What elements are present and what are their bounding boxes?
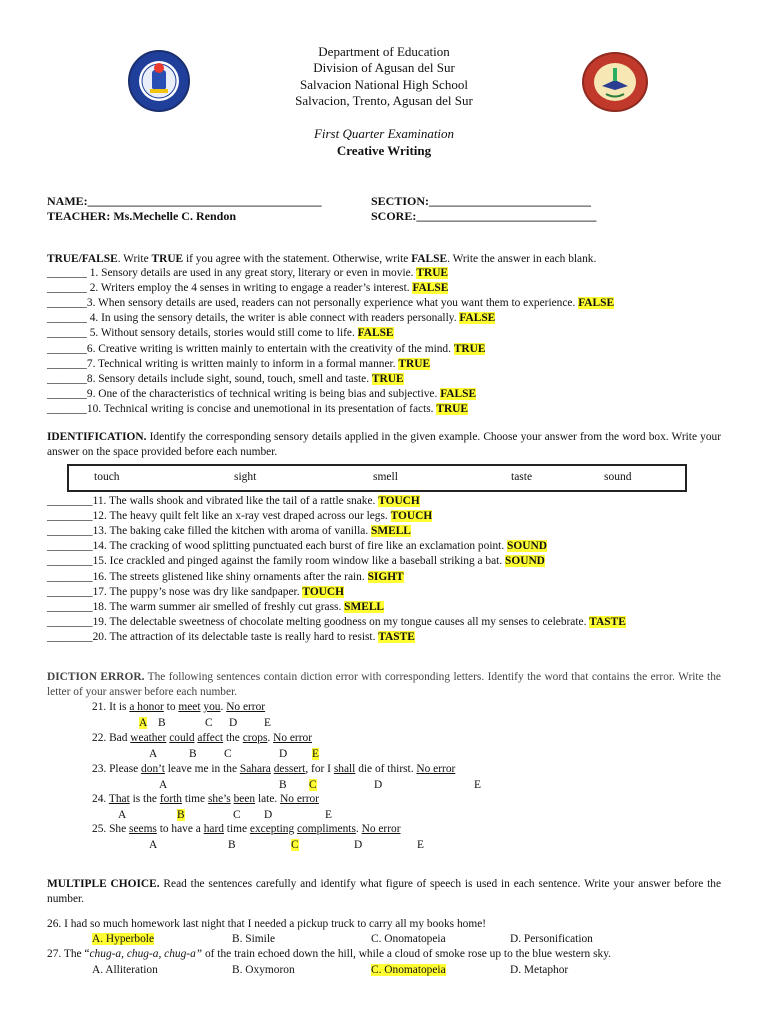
item-text: 15. Ice crackled and pinged against the family room window like a baseball striking a bat.	[92, 555, 506, 568]
q26-option-c: C. Onomatopeia	[371, 933, 446, 945]
answer-key: FALSE	[459, 312, 496, 325]
tf-instructions	[47, 253, 596, 265]
tf-item	[47, 326, 727, 341]
tf-instr-text: . Write	[117, 253, 152, 265]
answer-blank[interactable]: _______	[47, 297, 87, 310]
answer-blank[interactable]: ________	[47, 615, 93, 628]
q25-letter-c: C	[291, 839, 299, 851]
word-box-item: smell	[373, 471, 398, 483]
ident-item	[47, 524, 727, 539]
ident-instructions	[47, 430, 721, 459]
q22-letter-c: C	[224, 748, 232, 760]
item-text: 4. In using the sensory details, the writer is able connect with readers personally.	[86, 312, 460, 325]
mc-instructions	[47, 877, 721, 906]
answer-key: TOUCH	[302, 585, 344, 598]
answer-blank[interactable]: ________	[47, 585, 93, 598]
tf-item	[47, 311, 727, 326]
tf-instr-false: FALSE	[411, 253, 448, 265]
q21-letter-b: B	[158, 717, 166, 729]
answer-key: SMELL	[344, 600, 385, 613]
subject-title: Creative Writing	[336, 143, 432, 158]
tf-instr-text: if you agree with the statement. Otherwise, write	[183, 253, 412, 265]
q22-letter-e: E	[312, 748, 319, 760]
tf-instr-text: . Write the answer in each blank.	[447, 253, 597, 265]
section-field[interactable]: SECTION:___________________________	[371, 194, 592, 208]
answer-key: FALSE	[357, 327, 394, 340]
answer-key: FALSE	[578, 297, 615, 310]
question-27: 27. The “chug-a, chug-a, chug-a” of the train echoed down the hill, while a cloud of smoke rose up to the blue western sky.	[47, 948, 612, 960]
ident-item	[47, 585, 727, 600]
answer-key: TOUCH	[390, 510, 433, 523]
answer-key: TASTE	[378, 630, 415, 643]
q27-option-d: D. Metaphor	[510, 964, 569, 976]
answer-key: TASTE	[589, 615, 626, 628]
tf-item	[47, 372, 727, 387]
question-26: 26. I had so much homework last night that I needed a pickup truck to carry all my books home!	[47, 918, 487, 930]
answer-blank[interactable]: _______	[47, 387, 87, 400]
item-text: 19. The delectable sweetness of chocolate melting goodness on my tongue causes all my senses to celebrate.	[92, 615, 590, 628]
q26-option-a: A. Hyperbole	[92, 933, 154, 945]
tf-item	[47, 357, 727, 372]
item-text: 17. The puppy’s nose was dry like sandpaper.	[92, 585, 303, 598]
word-box-item: touch	[94, 471, 120, 483]
answer-blank[interactable]: ________	[47, 600, 93, 613]
answer-blank[interactable]: _______	[47, 312, 87, 325]
answer-key: TRUE	[416, 267, 449, 279]
question-21: 21. It is a honor to meet you. No error	[92, 701, 266, 713]
ident-title: IDENTIFICATION.	[47, 431, 147, 443]
ident-item	[47, 600, 727, 615]
answer-blank[interactable]: _______	[47, 402, 87, 415]
answer-key: TRUE	[371, 372, 404, 385]
answer-key: SOUND	[507, 540, 547, 553]
q22-letter-d: D	[279, 748, 288, 760]
q27-option-b: B. Oxymoron	[232, 964, 295, 976]
item-text: 5. Without sensory details, stories would still come to life.	[86, 327, 358, 340]
tf-item	[47, 342, 727, 357]
school-title: Salvacion National High School	[300, 77, 468, 92]
answer-blank[interactable]: ________	[47, 495, 93, 507]
ident-instr-text: Identify the corresponding sensory details applied in the given example. Choose your answer from the word box. Write your answer on the space provided before each number.	[47, 431, 721, 458]
q27-option-a: A. Alliteration	[92, 964, 158, 976]
diction-instructions	[47, 670, 721, 699]
q25-letter-d: D	[354, 839, 363, 851]
item-text: 13. The baking cake filled the kitchen with aroma of vanilla.	[92, 525, 372, 538]
q21-letter-d: D	[229, 717, 238, 729]
ident-item	[47, 539, 727, 554]
ident-item	[47, 615, 727, 630]
item-text: 6. Creative writing is written mainly to entertain with the creativity of the mind.	[86, 342, 454, 355]
q23-letter-b: B	[279, 779, 287, 791]
item-text: 20. The attraction of its delectable taste is really hard to resist.	[92, 630, 379, 643]
answer-blank[interactable]: ________	[47, 630, 93, 643]
answer-blank[interactable]: _______	[47, 342, 87, 355]
ident-item	[47, 494, 727, 509]
mc-instr-text: Read the sentences carefully and identify what figure of speech is used in each sentence. Write your answer before the number.	[47, 878, 722, 905]
item-text: 11. The walls shook and vibrated like the tail of a rattle snake.	[92, 495, 379, 507]
item-text: 14. The cracking of wood splitting punctuated each burst of fire like an exclamation point.	[92, 540, 508, 553]
answer-key: FALSE	[412, 282, 449, 295]
q23-letter-d: D	[374, 779, 383, 791]
item-text: 9. One of the characteristics of technical writing is being bias and subjective.	[86, 387, 441, 400]
diction-title: DICTION ERROR.	[47, 671, 145, 683]
answer-key: SOUND	[505, 555, 545, 568]
ident-item	[47, 570, 727, 585]
q21-letter-e: E	[264, 717, 271, 729]
score-field[interactable]: SCORE:______________________________	[371, 209, 597, 223]
q23-letter-e: E	[474, 779, 481, 791]
tf-item	[47, 266, 727, 281]
ident-item	[47, 509, 727, 524]
q25-letter-a: A	[149, 839, 158, 851]
answer-blank[interactable]: _______	[47, 372, 87, 385]
answer-key: SMELL	[371, 525, 411, 538]
question-25: 25. She seems to have a hard time excepting compliments. No error	[92, 823, 401, 835]
q24-letter-b: B	[177, 809, 185, 821]
word-box-item: sight	[234, 471, 257, 483]
q22-letter-a: A	[149, 748, 158, 760]
word-box-item: taste	[511, 471, 533, 483]
answer-key: TRUE	[436, 402, 469, 415]
answer-blank[interactable]: _______	[47, 267, 87, 279]
item-text: 7. Technical writing is written mainly to inform in a formal manner.	[86, 357, 399, 370]
name-field[interactable]: NAME:_______________________________________	[47, 194, 322, 208]
q23-letter-c: C	[309, 779, 317, 791]
answer-key: TRUE	[453, 342, 486, 355]
answer-blank[interactable]: _______	[47, 282, 87, 295]
word-box	[67, 464, 687, 492]
tf-item	[47, 387, 727, 402]
answer-blank[interactable]: ________	[47, 570, 93, 583]
division-title: Division of Agusan del Sur	[313, 60, 455, 75]
answer-blank[interactable]: ________	[47, 510, 93, 523]
answer-key: TOUCH	[378, 495, 420, 507]
item-text: 3. When sensory details are used, readers can not personally experience what you want them to experience.	[86, 297, 579, 310]
q21-letter-a: A	[139, 717, 148, 729]
answer-blank[interactable]: ________	[47, 525, 93, 538]
answer-key: TRUE	[398, 357, 431, 370]
teacher-label: TEACHER: Ms.Mechelle C. Rendon	[47, 209, 236, 223]
answer-key: SIGHT	[367, 570, 404, 583]
tf-title: TRUE/FALSE	[47, 253, 118, 265]
answer-blank[interactable]: ________	[47, 555, 93, 568]
q25-letter-b: B	[228, 839, 236, 851]
word-box-item: sound	[604, 471, 632, 483]
ident-item	[47, 554, 727, 569]
answer-blank[interactable]: _______	[47, 357, 87, 370]
exam-title: First Quarter Examination	[313, 126, 455, 141]
item-text: 12. The heavy quilt felt like an x-ray vest draped across our legs.	[92, 510, 391, 523]
answer-key: FALSE	[440, 387, 477, 400]
item-text: 2. Writers employ the 4 senses in writing to engage a reader’s interest.	[86, 282, 413, 295]
dept-title: Department of Education	[318, 44, 450, 59]
q21-letter-c: C	[205, 717, 213, 729]
q24-letter-a: A	[118, 809, 127, 821]
ident-item	[47, 630, 727, 645]
tf-instr-true: TRUE	[151, 253, 184, 265]
question-23: 23. Please don’t leave me in the Sahara dessert, for I shall die of thirst. No error	[92, 763, 456, 775]
item-text: 1. Sensory details are used in any great story, literary or even in movie.	[86, 267, 417, 279]
question-24: 24. That is the forth time she’s been late. No error	[92, 793, 319, 805]
q24-letter-c: C	[233, 809, 241, 821]
q27-option-c: C. Onomatopeia	[371, 964, 446, 976]
q26-option-d: D. Personification	[510, 933, 593, 945]
q26-option-b: B. Simile	[232, 933, 276, 945]
diction-instr-text: The following sentences contain diction error with corresponding letters. Identify the word that contains the error. Write the letter of your answer before each number.	[47, 671, 721, 698]
answer-blank[interactable]: _______	[47, 327, 87, 340]
tf-item	[47, 281, 727, 296]
q22-letter-b: B	[189, 748, 197, 760]
school-address: Salvacion, Trento, Agusan del Sur	[295, 93, 473, 108]
item-text: 8. Sensory details include sight, sound, touch, smell and taste.	[86, 372, 372, 385]
tf-item	[47, 402, 727, 417]
question-22: 22. Bad weather could affect the crops. No error	[92, 732, 313, 744]
q24-letter-d: D	[264, 809, 273, 821]
q23-letter-a: A	[159, 779, 168, 791]
answer-blank[interactable]: ________	[47, 540, 93, 553]
item-text: 10. Technical writing is concise and unemotional in its presentation of facts.	[86, 402, 437, 415]
q25-letter-e: E	[417, 839, 424, 851]
item-text: 18. The warm summer air smelled of freshly cut grass.	[92, 600, 345, 613]
tf-item	[47, 296, 727, 311]
q24-letter-e: E	[325, 809, 332, 821]
mc-title: MULTIPLE CHOICE.	[47, 878, 160, 890]
item-text: 16. The streets glistened like shiny ornaments after the rain.	[92, 570, 368, 583]
